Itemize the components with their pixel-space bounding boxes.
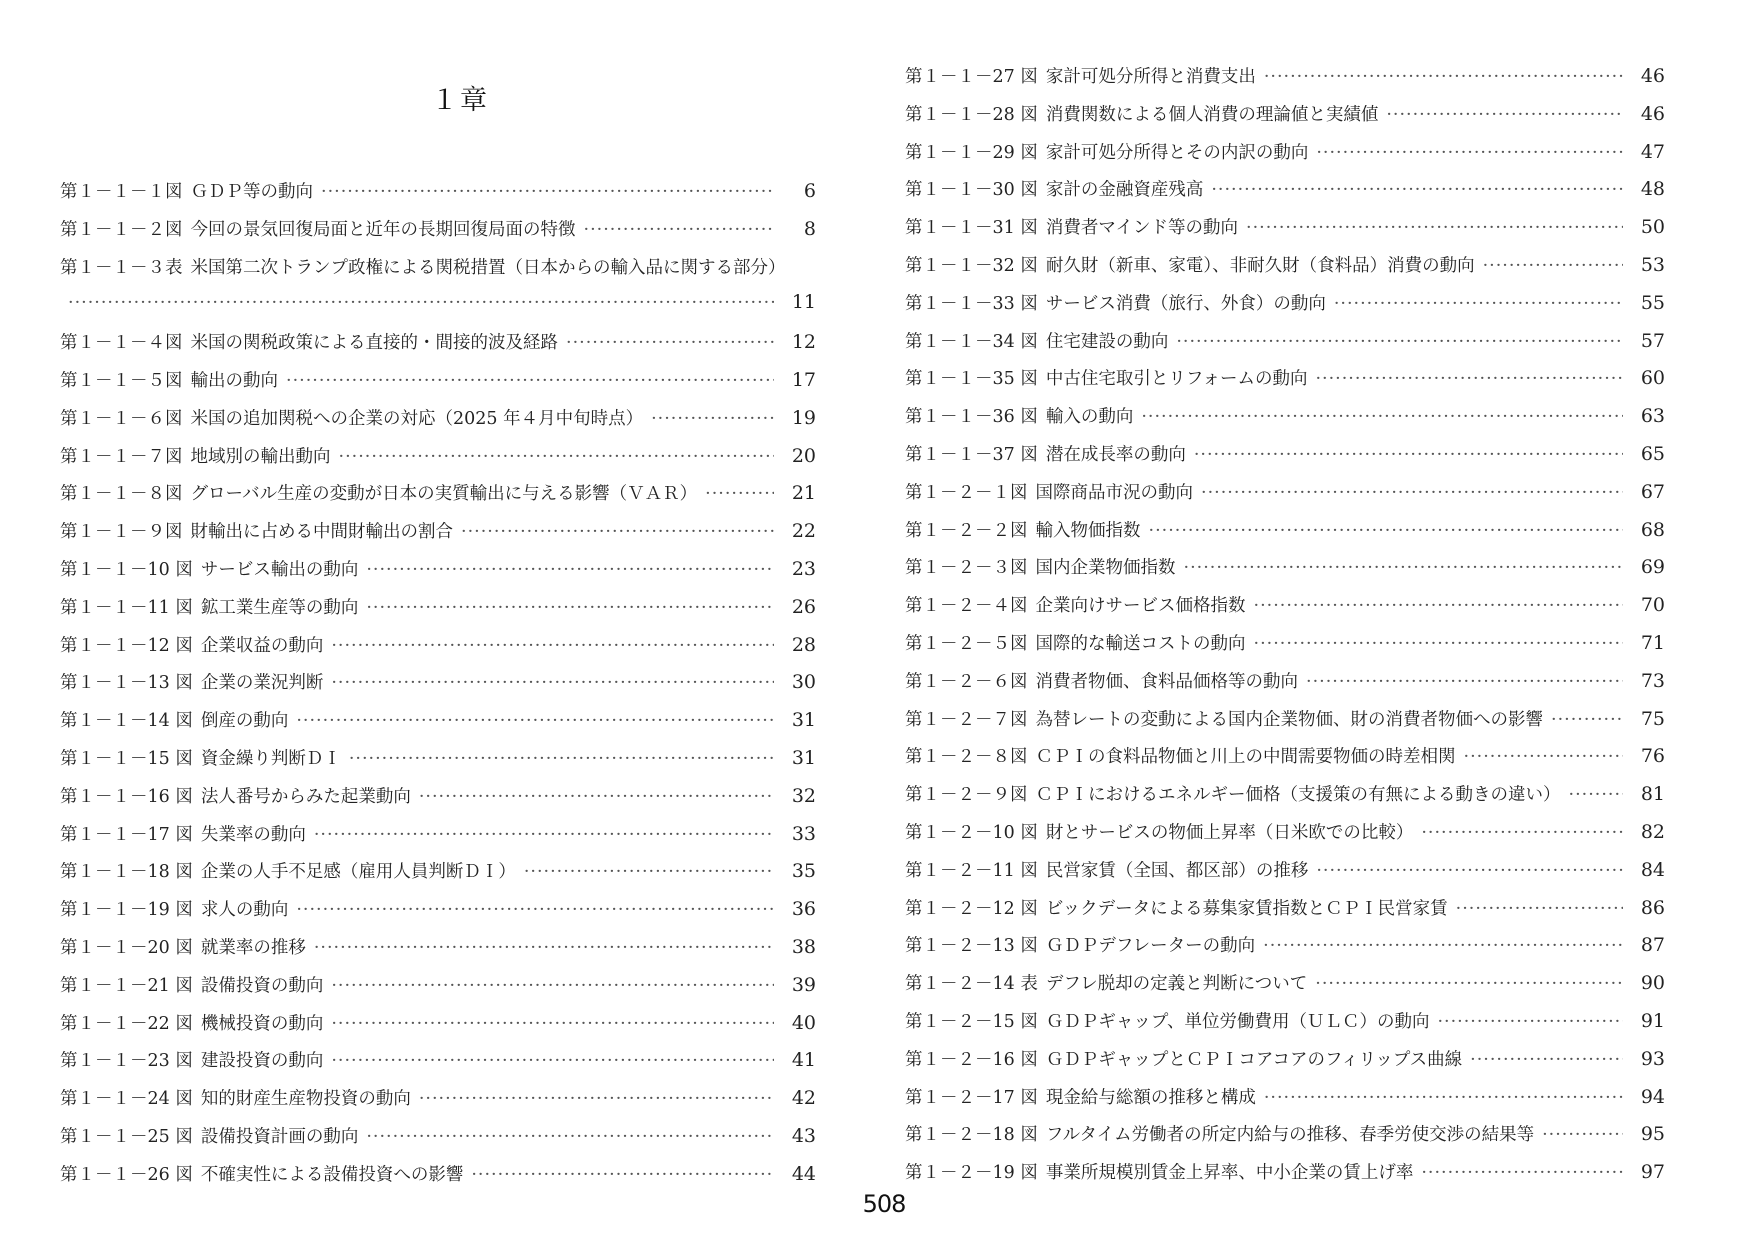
dot-leader <box>331 636 774 656</box>
dot-leader <box>1421 823 1623 843</box>
toc-entry-label: 第１－１－19 図 <box>60 900 193 921</box>
toc-entry-title: 消費関数による個人消費の理論値と実績値 <box>1045 104 1379 125</box>
toc-entry-title: ＧＤＰギャップとＣＰＩコアコアのフィリップス曲線 <box>1045 1049 1463 1070</box>
dot-leader <box>296 900 774 920</box>
toc-entry <box>60 329 816 367</box>
toc-entry <box>905 743 1665 781</box>
toc-entry-label: 第１－１－30 図 <box>905 180 1038 201</box>
toc-entry-page: 90 <box>1640 972 1665 995</box>
toc-entry <box>905 252 1665 290</box>
dot-leader <box>349 749 774 769</box>
toc-entry-label: 第１－１－16 図 <box>60 786 193 807</box>
dot-leader <box>1149 521 1624 541</box>
toc-entry-label: 第１－１－13 図 <box>60 673 193 694</box>
toc-entry-label: 第１－２－14 表 <box>905 974 1038 995</box>
toc-entry-title: 不確実性による設備投資への影響 <box>200 1164 464 1185</box>
toc-entry-title: 地域別の輸出動向 <box>190 446 331 467</box>
toc-entry-label: 第１－２－10 図 <box>905 822 1038 843</box>
toc-entry-page: 26 <box>791 595 816 618</box>
chapter-title: １章 <box>431 85 489 116</box>
toc-entry <box>60 480 816 518</box>
toc-entry-title: 輸入物価指数 <box>1035 520 1141 541</box>
toc-entry-label: 第１－１－８図 <box>60 484 183 505</box>
toc-entry-title: 求人の動向 <box>200 900 289 921</box>
toc-entry-page: 55 <box>1640 291 1665 314</box>
toc-entry-label: 第１－２－13 図 <box>905 936 1038 957</box>
toc-entry-page: 73 <box>1640 669 1665 692</box>
toc-entry-page: 86 <box>1640 896 1665 919</box>
toc-entry-title: デフレ脱却の定義と判断について <box>1045 974 1308 995</box>
toc-entry <box>905 441 1665 479</box>
toc-entry-label: 第１－１－17 図 <box>60 824 193 845</box>
toc-entry-page: 31 <box>791 709 816 732</box>
dot-leader <box>1542 1125 1623 1145</box>
toc-entry-page: 46 <box>1640 102 1665 125</box>
toc-entry <box>60 1085 816 1123</box>
toc-entry-label: 第１－１－１図 <box>60 182 183 202</box>
toc-entry-title: 住宅建設の動向 <box>1045 331 1169 352</box>
toc-entry-title: 潜在成長率の動向 <box>1045 444 1186 465</box>
toc-entry-title: 知的財産生産物投資の動向 <box>200 1089 411 1110</box>
toc-entry <box>60 821 816 859</box>
toc-entry-title: 財とサービスの物価上昇率（日米欧での比較） <box>1045 822 1414 843</box>
toc-entry-label: 第１－１－15 図 <box>60 748 193 769</box>
toc-entry-label: 第１－２－６図 <box>905 671 1028 692</box>
toc-entry-page: 22 <box>791 520 816 543</box>
toc-entry-label: 第１－１－22 図 <box>60 1013 193 1034</box>
toc-entry-page: 57 <box>1640 329 1665 352</box>
dot-leader <box>461 522 774 542</box>
toc-entry-label: 第１－１－５図 <box>60 370 183 391</box>
toc-entry-label: 第１－１－12 図 <box>60 635 193 656</box>
page-number: 508 <box>862 1190 906 1218</box>
dot-leader <box>366 1127 774 1147</box>
toc-entry-title: 企業向けサービス価格指数 <box>1035 596 1246 617</box>
toc-entry <box>60 1123 816 1161</box>
toc-entry <box>905 214 1665 252</box>
toc-entry-page: 84 <box>1640 858 1665 881</box>
toc-entry-title: 輸出の動向 <box>190 370 278 391</box>
dot-leader <box>1184 558 1624 578</box>
toc-entry <box>60 178 816 216</box>
toc-entry-page: 41 <box>791 1049 816 1072</box>
toc-entry-label: 第１－２－８図 <box>905 747 1028 768</box>
toc-entry-label: 第１－２－３図 <box>905 558 1028 579</box>
toc-entry-title: 家計の金融資産残高 <box>1045 180 1204 201</box>
toc-entry-title: 企業収益の動向 <box>200 635 324 656</box>
toc-entry-label: 第１－１－28 図 <box>905 104 1038 125</box>
toc-entry-title: 機械投資の動向 <box>200 1013 324 1034</box>
toc-entry-title: 設備投資計画の動向 <box>200 1126 359 1147</box>
toc-entry-title: 資金繰り判断ＤＩ <box>200 748 341 769</box>
toc-entry-page: 81 <box>1640 783 1665 806</box>
dot-leader <box>1306 672 1623 692</box>
toc-entry-title: フルタイム労働者の所定内給与の推移、春季労使交渉の結果等 <box>1045 1125 1535 1146</box>
toc-entry-page: 94 <box>1640 1085 1665 1108</box>
toc-entry <box>60 405 816 443</box>
toc-entry-page: 75 <box>1640 707 1665 730</box>
dot-leader <box>1551 710 1623 730</box>
toc-entry-label: 第１－１－６図 <box>60 408 183 429</box>
toc-entry <box>60 858 816 896</box>
toc-entry-title: グローバル生産の変動が日本の実質輸出に与える影響（ＶＡＲ） <box>190 484 698 505</box>
toc-entry-title: 建設投資の動向 <box>200 1051 324 1072</box>
dot-leader <box>1141 407 1623 427</box>
toc-entry-label: 第１－１－33 図 <box>905 293 1038 314</box>
toc-entry-page: 68 <box>1640 518 1665 541</box>
toc-entry-title: 就業率の推移 <box>200 937 306 958</box>
toc-entry-label: 第１－１－７図 <box>60 446 183 467</box>
toc-entry-label: 第１－２－17 図 <box>905 1087 1038 1108</box>
toc-entry-page: 42 <box>791 1087 816 1110</box>
dot-leader <box>68 293 774 313</box>
toc-entry-page: 21 <box>791 482 816 505</box>
dot-leader <box>1201 483 1623 503</box>
toc-entry-page: 30 <box>791 671 816 694</box>
toc-entry-title: 為替レートの変動による国内企業物価、財の消費者物価への影響 <box>1035 709 1543 730</box>
toc-entry-page: 50 <box>1640 216 1665 239</box>
toc-entry-label: 第１－１－35 図 <box>905 369 1038 390</box>
toc-entry-label: 第１－１－２図 <box>60 219 183 240</box>
toc-entry <box>905 479 1665 517</box>
dot-leader <box>471 1165 774 1185</box>
toc-entry-page: 39 <box>791 973 816 996</box>
toc-entry-label: 第１－１－34 図 <box>905 331 1038 352</box>
toc-entry <box>905 819 1665 857</box>
dot-leader <box>1437 1012 1623 1032</box>
toc-entry-title: 国際商品市況の動向 <box>1035 482 1193 503</box>
toc-entry-page: 48 <box>1640 178 1665 201</box>
dot-leader <box>314 825 774 845</box>
toc-entry-title: 国内企業物価指数 <box>1035 558 1176 579</box>
toc-entry-title: 民営家賃（全国、都区部）の推移 <box>1045 860 1309 881</box>
toc-entry-page: 91 <box>1640 1009 1665 1032</box>
toc-entry-page: 40 <box>791 1011 816 1034</box>
toc-entry-page: 20 <box>791 444 816 467</box>
toc-entry <box>905 101 1665 139</box>
toc-entry-page: 95 <box>1640 1123 1665 1146</box>
toc-entry <box>60 934 816 972</box>
toc-entry <box>60 518 816 556</box>
dot-leader <box>296 711 774 731</box>
toc-entry <box>905 1121 1665 1159</box>
toc-entry-label: 第１－２－５図 <box>905 633 1028 654</box>
toc-entry-title: 法人番号からみた起業動向 <box>200 786 411 807</box>
toc-entry-page: 43 <box>791 1124 816 1147</box>
dot-leader <box>1464 747 1624 767</box>
toc-entry-page: 19 <box>791 406 816 429</box>
dot-leader <box>1254 596 1624 616</box>
toc-entry-page: 69 <box>1640 556 1665 579</box>
toc-entry <box>60 594 816 632</box>
toc-entry <box>905 1084 1665 1122</box>
toc-entry <box>60 896 816 934</box>
toc-entry-page: 47 <box>1640 140 1665 163</box>
toc-entry-title: 企業の人手不足感（雇用人員判断ＤＩ） <box>200 862 516 883</box>
toc-entry <box>905 517 1665 555</box>
dot-leader <box>1315 974 1623 994</box>
dot-leader <box>1263 936 1623 956</box>
dot-leader <box>286 371 774 391</box>
toc-entry-page: 67 <box>1640 480 1665 503</box>
toc-entry-label: 第１－１－31 図 <box>905 218 1038 239</box>
toc-entry-page: 71 <box>1640 631 1665 654</box>
toc-entry-title: 耐久財（新車、家電）、非耐久財（食料品）消費の動向 <box>1045 255 1475 276</box>
toc-entry <box>905 706 1665 744</box>
toc-entry-label: 第１－２－７図 <box>905 709 1028 730</box>
dot-leader <box>705 484 774 504</box>
toc-entry-page: 53 <box>1640 253 1665 276</box>
dot-leader <box>1254 634 1624 654</box>
toc-entry <box>60 1010 816 1048</box>
toc-entry <box>905 328 1665 366</box>
toc-entry-label: 第１－１－14 図 <box>60 711 193 732</box>
toc-entry-title: 家計可処分所得と消費支出 <box>1045 67 1256 87</box>
toc-entry-label: 第１－２－18 図 <box>905 1125 1038 1146</box>
toc-entry <box>60 1047 816 1085</box>
toc-entry-page: 87 <box>1640 934 1665 957</box>
toc-entry-label: 第１－１－20 図 <box>60 937 193 958</box>
toc-entry-page: 97 <box>1640 1161 1665 1184</box>
toc-entry-title: 消費者物価、食料品価格等の動向 <box>1035 671 1298 692</box>
dot-leader <box>651 409 774 429</box>
toc-entry <box>60 556 816 594</box>
dot-leader <box>566 333 774 353</box>
toc-entry-page: 38 <box>791 935 816 958</box>
toc-entry <box>60 1161 816 1199</box>
dot-leader <box>1246 218 1623 238</box>
toc-entry-title: ＧＤＰギャップ、単位労働費用（ＵＬＣ）の動向 <box>1045 1011 1430 1032</box>
dot-leader <box>331 1051 774 1071</box>
dot-leader <box>1264 67 1623 87</box>
dot-leader <box>1315 369 1623 389</box>
toc-entry-label: 第１－１－26 図 <box>60 1164 193 1185</box>
dot-leader <box>1470 1050 1623 1070</box>
dot-leader <box>331 976 774 996</box>
toc-entry-page: 6 <box>803 180 816 202</box>
toc-entry-label: 第１－１－18 図 <box>60 862 193 883</box>
dot-leader <box>331 673 774 693</box>
toc-entry <box>60 632 816 670</box>
toc-entry-label: 第１－１－11 図 <box>60 597 193 618</box>
toc-entry-label: 第１－２－19 図 <box>905 1163 1038 1184</box>
toc-entry <box>905 932 1665 970</box>
toc-entry-page: 32 <box>791 784 816 807</box>
toc-entry-label: 第１－１－37 図 <box>905 444 1038 465</box>
toc-entry <box>905 554 1665 592</box>
toc-entry-page: 11 <box>791 291 816 314</box>
toc-entry-title: 米国第二次トランプ政権による関税措置（日本からの輸入品に関する部分） <box>190 257 786 278</box>
toc-entry-title: 設備投資の動向 <box>200 975 324 996</box>
toc-entry-title: 米国の追加関税への企業の対応（2025 年４月中旬時点） <box>190 408 644 429</box>
toc-entry <box>905 139 1665 177</box>
toc-entry-label: 第１－１－24 図 <box>60 1089 193 1110</box>
toc-entry-title: ビックデータによる募集家賃指数とＣＰＩ民営家賃 <box>1045 898 1448 919</box>
toc-entry <box>60 291 816 329</box>
toc-column-left <box>60 178 816 1199</box>
toc-entry-title: 事業所規模別賃金上昇率、中小企業の賃上げ率 <box>1045 1163 1414 1184</box>
toc-entry-title: サービス輸出の動向 <box>200 559 359 580</box>
toc-entry-page: 82 <box>1640 820 1665 843</box>
toc-entry-title: 財輸出に占める中間財輸出の割合 <box>190 522 453 543</box>
toc-entry-label: 第１－２－16 図 <box>905 1049 1038 1070</box>
toc-entry-label: 第１－２－12 図 <box>905 898 1038 919</box>
toc-entry-page: 44 <box>791 1162 816 1185</box>
toc-entry-label: 第１－１－29 図 <box>905 142 1038 163</box>
toc-entry-title: 輸入の動向 <box>1045 407 1134 428</box>
toc-entry <box>905 630 1665 668</box>
dot-leader <box>366 560 774 580</box>
toc-entry <box>60 745 816 783</box>
toc-entry <box>905 1008 1665 1046</box>
dot-leader <box>419 1089 774 1109</box>
toc-entry-label: 第１－１－21 図 <box>60 975 193 996</box>
toc-entry <box>905 290 1665 328</box>
toc-entry-label: 第１－２－１図 <box>905 482 1028 503</box>
toc-entry <box>60 669 816 707</box>
toc-entry-title: 鉱工業生産等の動向 <box>200 597 359 618</box>
toc-entry-page: 93 <box>1640 1047 1665 1070</box>
toc-entry-title: 現金給与総額の推移と構成 <box>1045 1087 1256 1108</box>
toc-entry <box>905 365 1665 403</box>
toc-entry-title: 消費者マインド等の動向 <box>1045 218 1238 239</box>
toc-entry-page: 23 <box>791 557 816 580</box>
toc-entry <box>60 972 816 1010</box>
toc-entry-label: 第１－２－２図 <box>905 520 1028 541</box>
toc-entry-label: 第１－２－11 図 <box>905 860 1038 881</box>
toc-entry-title: 失業率の動向 <box>200 824 306 845</box>
toc-entry-page: 12 <box>791 331 816 354</box>
toc-entry-label: 第１－２－９図 <box>905 785 1028 806</box>
toc-entry <box>905 592 1665 630</box>
dot-leader <box>321 182 774 202</box>
dot-leader <box>1316 861 1623 881</box>
dot-leader <box>331 1014 774 1034</box>
toc-entry <box>905 1159 1665 1197</box>
toc-entry-page: 36 <box>791 898 816 921</box>
dot-leader <box>1386 105 1623 125</box>
toc-column-right <box>905 63 1665 1197</box>
toc-entry-title: 米国の関税政策による直接的・間接的波及経路 <box>190 333 558 354</box>
toc-entry-label: 第１－１－３表 <box>60 257 183 278</box>
toc-entry-page: 31 <box>791 746 816 769</box>
toc-entry-page: 76 <box>1640 745 1665 768</box>
dot-leader <box>1569 785 1624 805</box>
toc-entry <box>905 970 1665 1008</box>
toc-entry <box>60 443 816 481</box>
dot-leader <box>1316 143 1623 163</box>
dot-leader <box>1264 1088 1623 1108</box>
toc-entry-title: 中古住宅取引とリフォームの動向 <box>1045 369 1308 390</box>
toc-entry-page: 70 <box>1640 594 1665 617</box>
dot-leader <box>584 220 775 240</box>
toc-entry <box>905 1046 1665 1084</box>
toc-entry-label: 第１－１－10 図 <box>60 559 193 580</box>
toc-entry-page: 8 <box>803 217 816 240</box>
toc-entry-page: 28 <box>791 633 816 656</box>
dot-leader <box>1421 1163 1623 1183</box>
toc-entry <box>905 668 1665 706</box>
toc-entry <box>60 707 816 745</box>
dot-leader <box>1456 899 1623 919</box>
toc-entry-page: 46 <box>1640 65 1665 87</box>
dot-leader <box>314 938 774 958</box>
toc-entry-page: 65 <box>1640 442 1665 465</box>
dot-leader <box>524 862 774 882</box>
toc-entry-label: 第１－１－23 図 <box>60 1051 193 1072</box>
dot-leader <box>1334 294 1623 314</box>
toc-entry-title: 企業の業況判断 <box>200 673 324 694</box>
toc-entry-title: ＧＤＰデフレーターの動向 <box>1045 936 1256 957</box>
toc-entry-label: 第１－１－32 図 <box>905 255 1038 276</box>
toc-entry-label: 第１－２－15 図 <box>905 1011 1038 1032</box>
toc-entry-label: 第１－１－９図 <box>60 522 183 543</box>
dot-leader <box>419 787 774 807</box>
toc-entry-title: 家計可処分所得とその内訳の動向 <box>1045 142 1309 163</box>
toc-entry-title: 倒産の動向 <box>200 711 289 732</box>
toc-entry <box>60 783 816 821</box>
dot-leader <box>1194 445 1623 465</box>
dot-leader <box>1483 256 1623 276</box>
toc-entry-label: 第１－１－４図 <box>60 333 183 354</box>
toc-entry-page: 35 <box>791 860 816 883</box>
toc-entry-label: 第１－１－25 図 <box>60 1126 193 1147</box>
toc-entry <box>60 216 816 254</box>
toc-entry <box>905 781 1665 819</box>
dot-leader <box>1176 332 1623 352</box>
toc-entry-page: 60 <box>1640 367 1665 390</box>
toc-entry <box>905 857 1665 895</box>
toc-entry-label: 第１－１－36 図 <box>905 407 1038 428</box>
toc-entry <box>905 176 1665 214</box>
toc-entry <box>60 367 816 405</box>
dot-leader <box>339 447 775 467</box>
toc-entry <box>60 254 816 292</box>
toc-entry-page: 33 <box>791 822 816 845</box>
toc-entry-page: 17 <box>791 368 816 391</box>
dot-leader <box>366 598 774 618</box>
dot-leader <box>1211 180 1623 200</box>
toc-entry-title: 国際的な輸送コストの動向 <box>1035 633 1246 654</box>
toc-entry <box>905 403 1665 441</box>
toc-entry-title: サービス消費（旅行、外食）の動向 <box>1045 293 1326 314</box>
toc-entry-title: ＣＰＩの食料品物価と川上の中間需要物価の時差相関 <box>1035 747 1456 768</box>
toc-entry-label: 第１－２－４図 <box>905 596 1028 617</box>
toc-entry-title: ＣＰＩにおけるエネルギー価格（支援策の有無による動きの違い） <box>1035 785 1561 806</box>
toc-entry-title: ＧＤＰ等の動向 <box>190 182 313 202</box>
toc-entry-page: 63 <box>1640 405 1665 428</box>
toc-entry-title: 今回の景気回復局面と近年の長期回復局面の特徴 <box>190 219 576 240</box>
toc-entry-label: 第１－１－27 図 <box>905 67 1038 87</box>
toc-entry <box>905 63 1665 101</box>
toc-entry <box>905 895 1665 933</box>
